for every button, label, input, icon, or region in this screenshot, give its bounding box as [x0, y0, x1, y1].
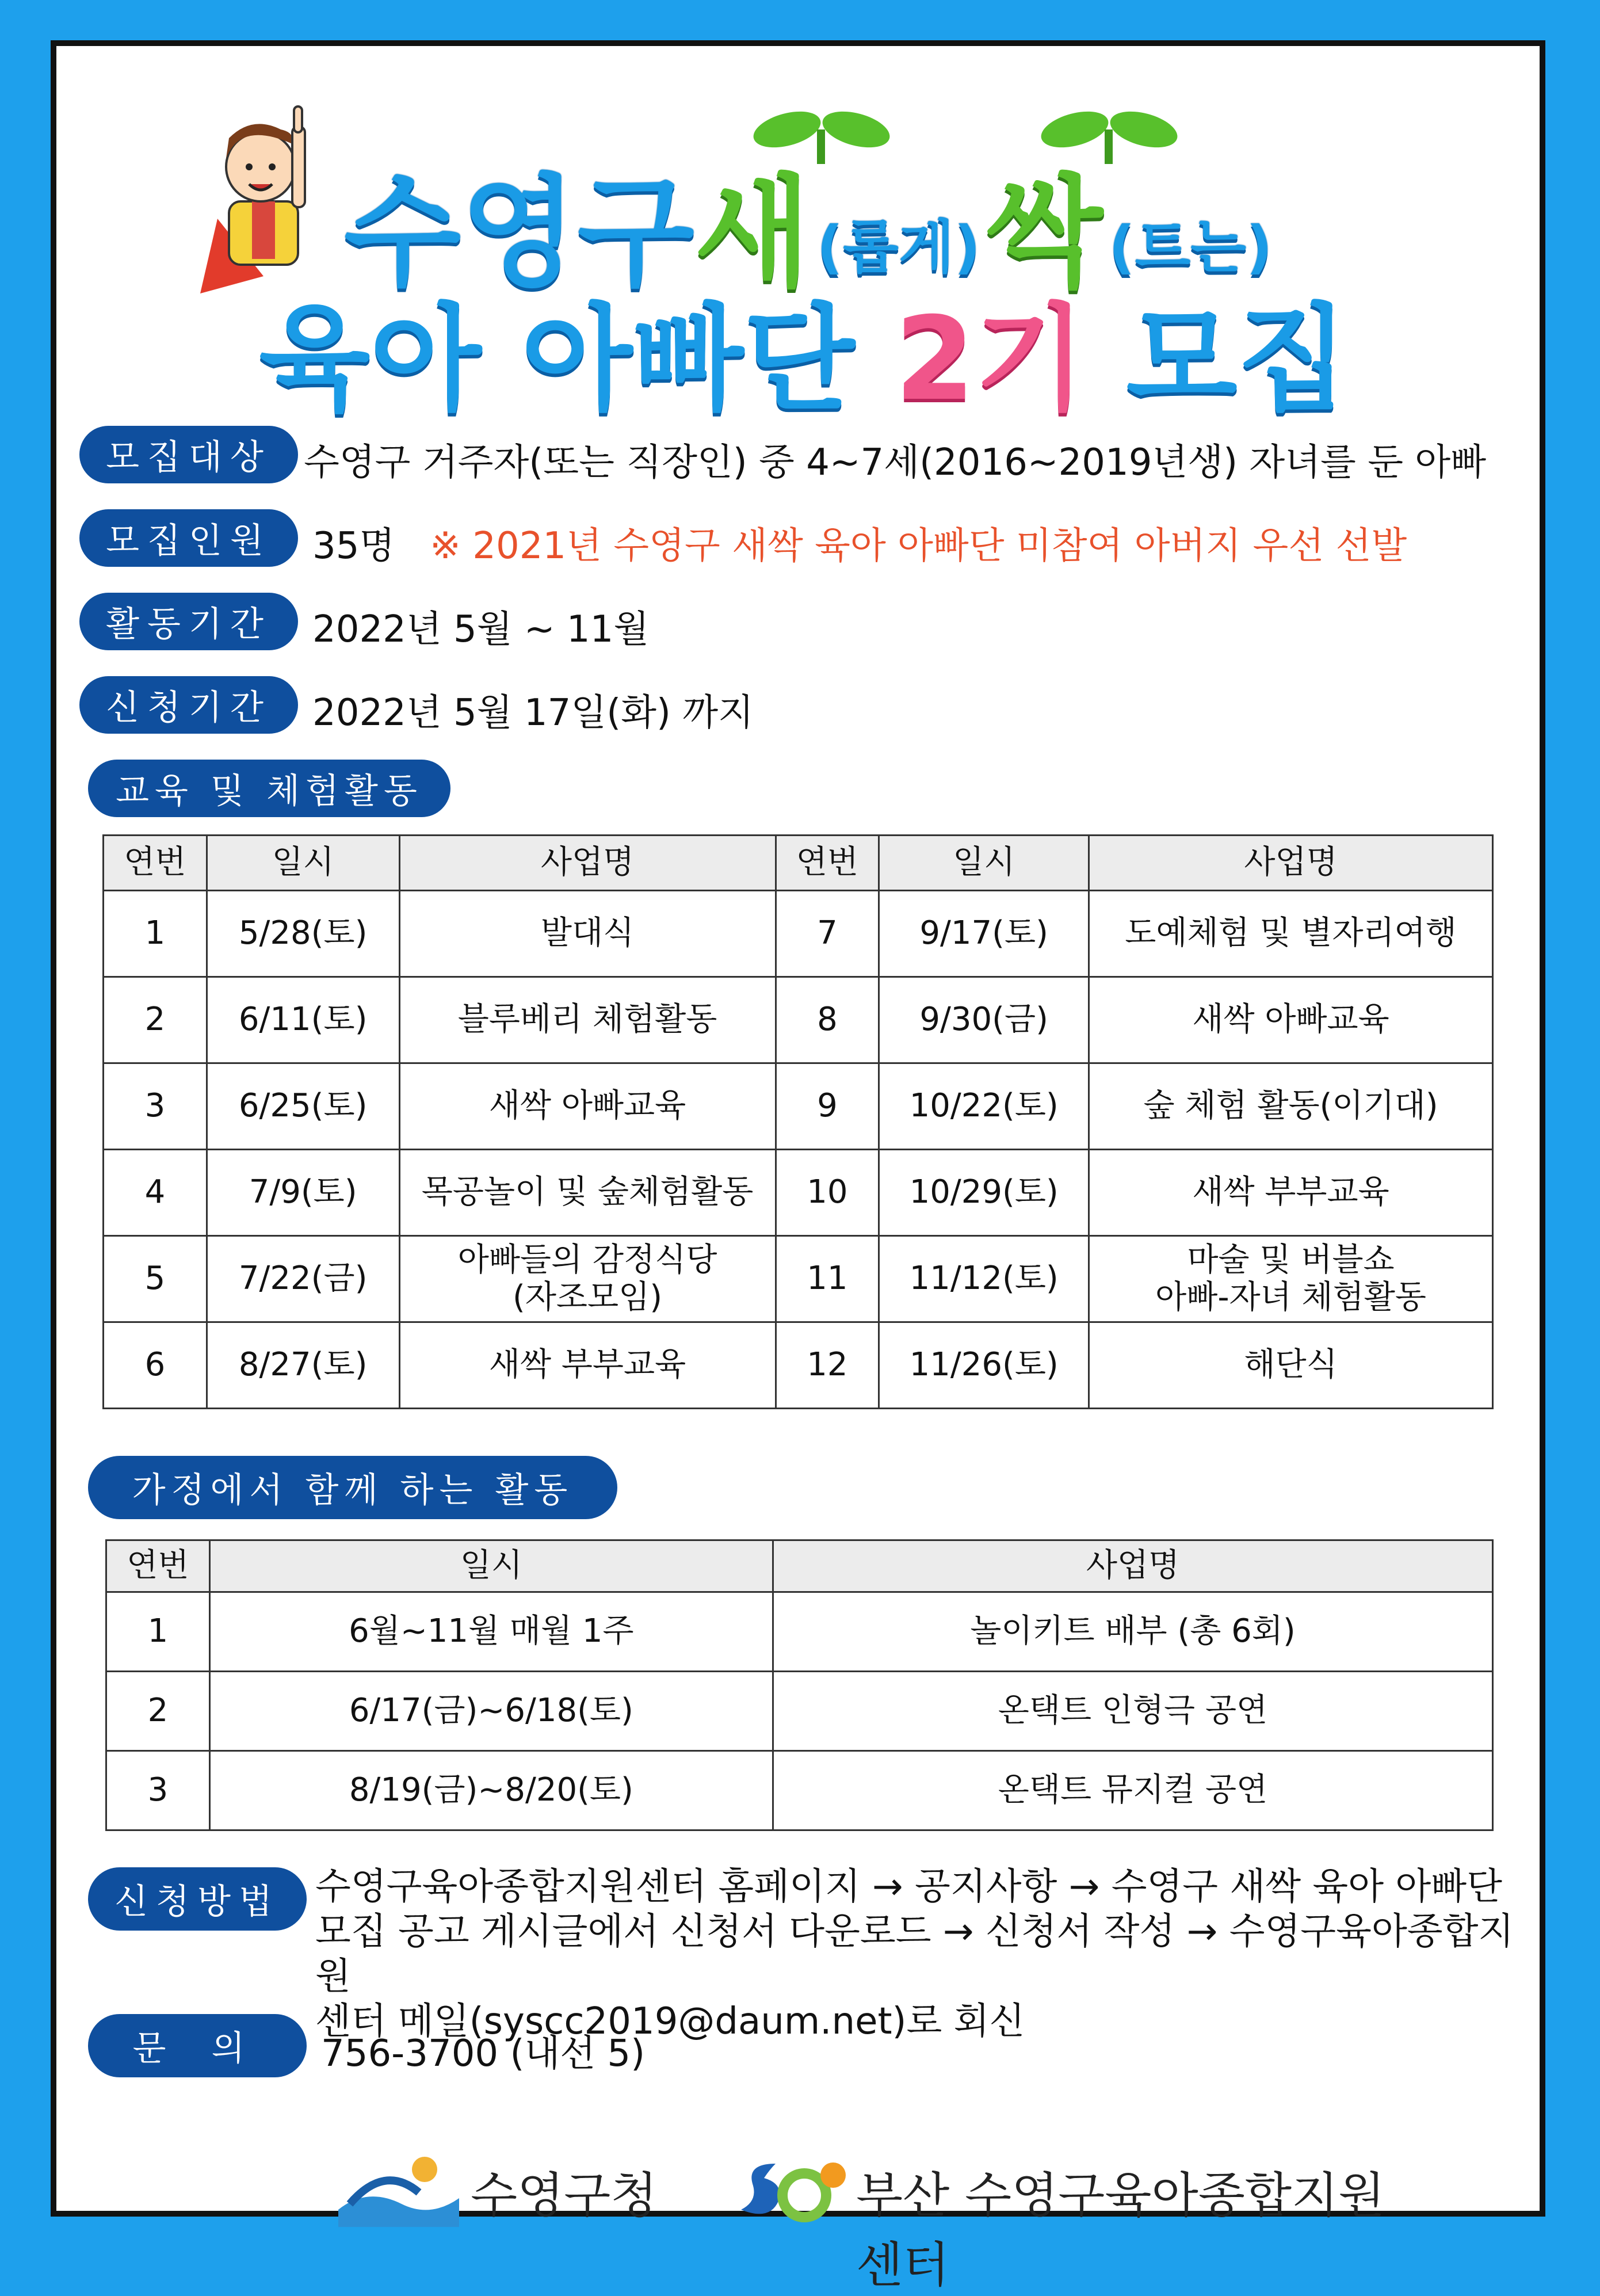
- table-cell: 놀이키트 배부 (총 6회): [773, 1592, 1492, 1672]
- footer-logos: [333, 2135, 1426, 2293]
- table-cell: 11/12(토): [879, 1236, 1089, 1322]
- recruit-count-value: 35명: [312, 525, 395, 567]
- table-cell: 8/27(토): [207, 1322, 399, 1409]
- table-cell: 온택트 뮤지컬 공연: [773, 1751, 1492, 1830]
- label-apply-period: 신청기간: [79, 676, 298, 734]
- recruit-target-text: 수영구 거주자(또는 직장인) 중 4~7세(2016~2019년생) 자녀를 둔 아빠: [304, 441, 1487, 484]
- table-cell: 블루베리 체험활동: [399, 977, 776, 1063]
- table-cell: 아빠들의 감정식당 (자조모임): [399, 1236, 776, 1322]
- label-contact: 문 의: [88, 2014, 307, 2077]
- table-row: [104, 1150, 1493, 1236]
- title-recruit: 모집: [1086, 292, 1349, 426]
- table-cell: 7/9(토): [207, 1150, 399, 1236]
- table-cell: 10/29(토): [879, 1150, 1089, 1236]
- table-cell: 6/25(토): [207, 1063, 399, 1150]
- table-header-row: [106, 1540, 1493, 1592]
- title-teuneun: (트는): [1108, 213, 1273, 281]
- table-cell: 10/22(토): [879, 1063, 1089, 1150]
- table-cell: 2: [106, 1672, 210, 1751]
- label-apply-method: 신청방법: [88, 1867, 307, 1931]
- title-sae: 새: [694, 162, 811, 303]
- table-cell: 6: [104, 1322, 207, 1409]
- table-cell: 11/26(토): [879, 1322, 1089, 1409]
- table-row: [104, 1063, 1493, 1150]
- table-cell: 5/28(토): [207, 891, 399, 977]
- mascot-illustration: [194, 104, 333, 299]
- table-cell: 발대식: [399, 891, 776, 977]
- sprout-icon: [747, 101, 896, 164]
- table-cell: 1: [106, 1592, 210, 1672]
- contact-phone: 756-3700 (내선 5): [321, 2032, 646, 2075]
- title-parenting-dads: 육아 아빠단: [259, 292, 895, 426]
- table-cell: 4: [104, 1150, 207, 1236]
- col-header: 연번: [106, 1540, 210, 1592]
- title-ropge: (롭게): [816, 213, 981, 281]
- apply-line: 수영구육아종합지원센터 홈페이지 → 공지사항 → 수영구 새싹 육아 아빠단: [315, 1866, 1502, 1908]
- col-header: 연번: [776, 836, 879, 891]
- education-table: [102, 834, 1494, 1409]
- label-home-activity: 가정에서 함께 하는 활동: [88, 1456, 617, 1519]
- table-row: [106, 1592, 1493, 1672]
- table-cell: 9/17(토): [879, 891, 1089, 977]
- title-line-2: [56, 293, 1551, 426]
- table-cell: 새싹 아빠교육: [399, 1063, 776, 1150]
- table-cell: 새싹 부부교육: [1089, 1150, 1493, 1236]
- table-cell: 새싹 아빠교육: [1089, 977, 1493, 1063]
- table-row: [106, 1751, 1493, 1830]
- col-header: 사업명: [1089, 836, 1493, 891]
- table-cell: 6/11(토): [207, 977, 399, 1063]
- suyeong-gu-logo-icon: [333, 2141, 465, 2233]
- recruit-count-text: [312, 516, 1407, 569]
- apply-method-text: [315, 1864, 1535, 2044]
- col-header: 일시: [209, 1540, 773, 1592]
- table-cell: 2: [104, 977, 207, 1063]
- table-row: [104, 977, 1493, 1063]
- sprout-icon: [1034, 101, 1184, 164]
- col-header: 사업명: [399, 836, 776, 891]
- table-header-row: [104, 836, 1493, 891]
- table-cell: 목공놀이 및 숲체험활동: [399, 1150, 776, 1236]
- table-cell: 11: [776, 1236, 879, 1322]
- table-cell: 8: [776, 977, 879, 1063]
- table-cell: 마술 및 버블쇼 아빠-자녀 체험활동: [1089, 1236, 1493, 1322]
- table-cell: 1: [104, 891, 207, 977]
- logo-childcare-center: 부산 수영구육아종합지원센터: [856, 2167, 1385, 2293]
- title-ssak: 싹: [986, 162, 1103, 303]
- table-cell: 온택트 인형극 공연: [773, 1672, 1492, 1751]
- table-cell: 10: [776, 1150, 879, 1236]
- priority-notice: ※ 2021년 수영구 새싹 육아 아빠단 미참여 아버지 우선 선발: [430, 525, 1407, 567]
- table-row: [104, 1236, 1493, 1322]
- table-cell: 7/22(금): [207, 1236, 399, 1322]
- col-header: 일시: [207, 836, 399, 891]
- title-line-1: [344, 132, 1495, 303]
- title-suyeonggu: 수영구: [344, 162, 694, 303]
- table-cell: 7: [776, 891, 879, 977]
- table-cell: 6월~11월 매월 1주: [209, 1592, 773, 1672]
- childcare-center-logo-icon: [735, 2146, 850, 2227]
- apply-period-text: 2022년 5월 17일(화) 까지: [312, 692, 754, 734]
- label-recruit-target: 모집대상: [79, 426, 298, 483]
- home-activity-table: [105, 1539, 1494, 1831]
- table-cell: 새싹 부부교육: [399, 1322, 776, 1409]
- title-second-cohort: 2기: [895, 292, 1086, 426]
- table-cell: 해단식: [1089, 1322, 1493, 1409]
- table-cell: 도예체험 및 별자리여행: [1089, 891, 1493, 977]
- table-cell: 6/17(금)~6/18(토): [209, 1672, 773, 1751]
- apply-line: 모집 공고 게시글에서 신청서 다운로드 → 신청서 작성 → 수영구육아종합지원: [315, 1910, 1514, 1998]
- table-cell: 3: [106, 1751, 210, 1830]
- activity-period-text: 2022년 5월 ~ 11월: [312, 608, 650, 651]
- table-cell: 9: [776, 1063, 879, 1150]
- label-recruit-count: 모집인원: [79, 509, 298, 567]
- logo-suyeong-gu-office: 수영구청: [471, 2167, 658, 2223]
- table-cell: 9/30(금): [879, 977, 1089, 1063]
- table-row: [104, 1322, 1493, 1409]
- table-cell: 3: [104, 1063, 207, 1150]
- table-row: [104, 891, 1493, 977]
- table-cell: 8/19(금)~8/20(토): [209, 1751, 773, 1830]
- table-row: [106, 1672, 1493, 1751]
- table-cell: 5: [104, 1236, 207, 1322]
- apply-line: 센터 메일(syscc2019@daum.net)로 회신: [315, 2000, 1025, 2043]
- label-activity-period: 활동기간: [79, 593, 298, 650]
- table-cell: 12: [776, 1322, 879, 1409]
- poster-card: [51, 40, 1545, 2293]
- col-header: 사업명: [773, 1540, 1492, 1592]
- label-education: 교육 및 체험활동: [88, 760, 450, 817]
- col-header: 연번: [104, 836, 207, 891]
- col-header: 일시: [879, 836, 1089, 891]
- table-cell: 숲 체험 활동(이기대): [1089, 1063, 1493, 1150]
